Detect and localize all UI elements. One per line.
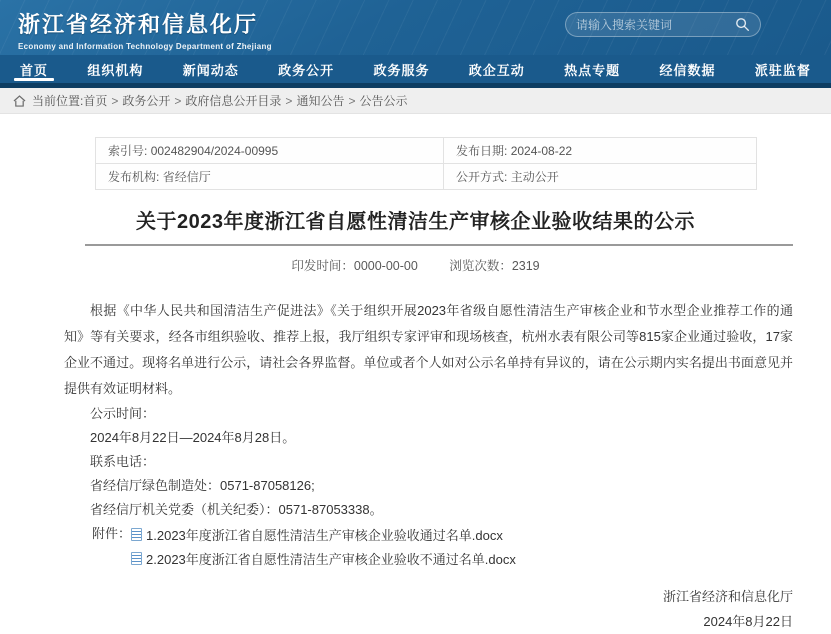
- nav-item-gov-services[interactable]: 政务服务: [373, 62, 430, 78]
- doc-agency-value: 省经信厅: [162, 170, 211, 184]
- breadcrumb-item-announcements[interactable]: 公告公示: [359, 94, 408, 108]
- doc-agency-label: 发布机构:: [108, 170, 160, 184]
- site-subtitle: Economy and Information Technology Department of Zhejiang: [18, 42, 272, 51]
- views-label: 浏览次数：: [449, 259, 512, 273]
- doc-method-value: 主动公开: [510, 170, 559, 184]
- main-nav: [0, 55, 831, 83]
- table-row: [96, 164, 757, 190]
- contact-phone-label: 联系电话：: [90, 454, 156, 469]
- doc-index-cell: [96, 138, 444, 164]
- site-logo: [18, 8, 272, 51]
- attachments-block: [92, 522, 793, 570]
- signature-block: [0, 584, 831, 634]
- doc-date-value: 2024-08-22: [510, 144, 573, 158]
- breadcrumb-item-home[interactable]: 首页: [83, 94, 108, 108]
- page-title: 关于2023年度浙江省自愿性清洁生产审核企业验收结果的公示: [136, 211, 695, 233]
- signature-date: 2024年8月22日: [703, 614, 793, 629]
- print-time-value: 0000-00-00: [353, 259, 418, 273]
- breadcrumb-item-notices[interactable]: 通知公告: [296, 94, 345, 108]
- document-icon: [131, 528, 142, 541]
- attachment-link-passed-list[interactable]: [131, 522, 516, 546]
- doc-method-label: 公开方式:: [456, 170, 508, 184]
- views-count: 2319: [511, 259, 540, 273]
- document-icon: [131, 552, 142, 565]
- breadcrumb-separator: >: [111, 93, 119, 108]
- attachment-name[interactable]: 1.2023年度浙江省自愿性清洁生产审核企业验收通过名单.docx: [146, 527, 503, 543]
- doc-date-cell: [444, 138, 757, 164]
- doc-info-table: [95, 137, 757, 190]
- doc-index-value: 002482904/2024-00995: [150, 144, 279, 158]
- nav-item-interaction[interactable]: 政企互动: [468, 62, 525, 78]
- nav-item-home[interactable]: 首页: [12, 55, 56, 83]
- doc-date-label: 发布日期:: [456, 144, 508, 158]
- table-row: [96, 138, 757, 164]
- contact-phone-green-dept: 省经信厅绿色制造处：0571-87058126;: [90, 478, 315, 493]
- attachment-link-failed-list[interactable]: [131, 546, 516, 570]
- site-title: 浙江省经济和信息化厅: [18, 12, 259, 37]
- breadcrumb-item-catalog[interactable]: 政府信息公开目录: [185, 94, 282, 108]
- attachments-list: [131, 522, 516, 570]
- breadcrumb-separator: >: [348, 93, 356, 108]
- title-divider: [85, 244, 793, 246]
- nav-item-gov-affairs[interactable]: 政务公开: [278, 62, 335, 78]
- nav-item-news[interactable]: 新闻动态: [182, 62, 239, 78]
- nav-item-topics[interactable]: 热点专题: [564, 62, 621, 78]
- breadcrumb-separator: >: [174, 93, 182, 108]
- contact-phone-discipline: 省经信厅机关党委（机关纪委）：0571-87053338。: [90, 502, 383, 517]
- nav-item-supervision[interactable]: 派驻监督: [754, 62, 811, 78]
- doc-agency-cell: [96, 164, 444, 190]
- breadcrumb-separator: >: [285, 93, 293, 108]
- nav-item-data[interactable]: 经信数据: [659, 62, 716, 78]
- print-time-label: 印发时间：: [291, 259, 354, 273]
- article-body-paragraph: 根据《中华人民共和国清洁生产促进法》《关于组织开展2023年省级自愿性清洁生产审核企业和节水型企业推荐工作的通知》等有关要求，经各市组织验收、推荐上报，我厅组织专家评审和现场核查，杭州水表有限公司等815家企业通过验收，17家企业不通过。现将名单进行公示，请社会各界监督。单位或者个人如对公示名单持有异议的，请在公示期内实名提出书面意见并提供有效证明材料。: [64, 303, 793, 396]
- search-box[interactable]: [565, 12, 761, 37]
- home-icon: [13, 95, 26, 107]
- nav-item-organization[interactable]: 组织机构: [87, 62, 144, 78]
- breadcrumb: [0, 88, 831, 114]
- attachments-label: 附件：: [92, 526, 132, 541]
- attachment-name[interactable]: 2.2023年度浙江省自愿性清洁生产审核企业验收不通过名单.docx: [146, 551, 516, 567]
- signature-agency: 浙江省经济和信息化厅: [662, 589, 793, 604]
- doc-index-label: 索引号:: [108, 144, 148, 158]
- doc-method-cell: [444, 164, 757, 190]
- article-meta: [0, 256, 831, 274]
- search-icon[interactable]: [735, 17, 750, 32]
- breadcrumb-item-gov-open[interactable]: 政务公开: [122, 94, 171, 108]
- site-header: [0, 0, 831, 55]
- breadcrumb-prefix: 当前位置:: [32, 94, 84, 108]
- search-input[interactable]: [576, 18, 735, 32]
- publicity-period-value: 2024年8月22日—2024年8月28日。: [90, 430, 296, 445]
- publicity-period-label: 公示时间：: [90, 406, 156, 421]
